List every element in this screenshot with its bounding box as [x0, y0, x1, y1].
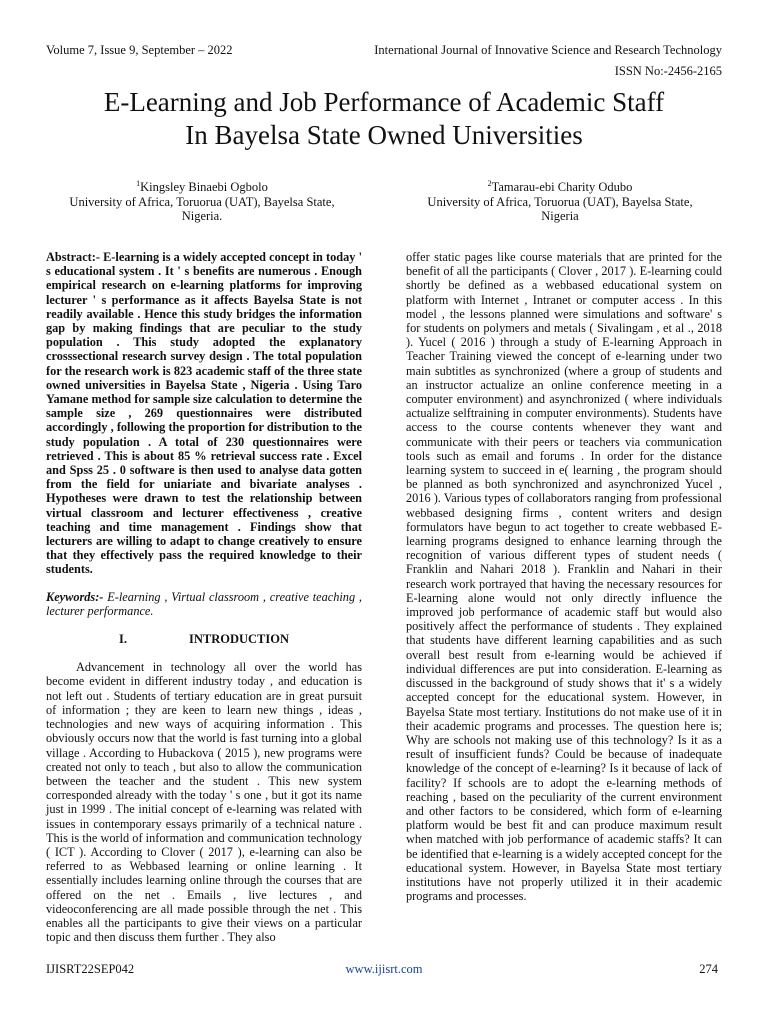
section-number: I. — [118, 632, 127, 647]
author-1-index: 1 — [136, 178, 141, 188]
author-2-index: 2 — [487, 178, 492, 188]
keywords — [46, 590, 362, 618]
section-heading — [46, 632, 362, 646]
volume-issue: Volume 7, Issue 9, September – 2022 — [46, 43, 233, 57]
issn: ISSN No:-2456-2165 — [614, 64, 722, 78]
abstract: Abstract:- E-learning is a widely accepted concept in today ' s educational system . It ' s benefits are numerous . Enough empirical research on e-learning platforms for improving lecturer ' s performance as it affects Bayelsa State is not readily available . Hence this study bridges the information gap by making findings that are peculiar to the study population . This study adopted the explanatory crosssectional research survey design . The total population for the research work is 823 academic staff of the three state owned universities in Bayelsa State , Nigeria . Using Taro Yamane method for sample size calculation to determine the sample size , 269 questionnaires were distributed accordingly , following the proportion for distribution to the study population . A total of 230 questionnaires were retrieved . This is about 85 % retrieval success rate . Excel and Spss 25 . 0 software is then used to analyse data gotten from the field for uniariate and bivariate analyses . Hypotheses were drawn to test the relationship between virtual classroom and lecturer effectiveness , creative teaching and time management . Findings show that lecturers are willing to adapt to change creatively to ensure that they effectively pass the required knowledge to their students. — [46, 250, 362, 577]
author-2 — [410, 180, 710, 224]
page-number: 274 — [699, 962, 718, 976]
keywords-text: E-learning , Virtual classroom , creative teaching , lecturer performance. — [46, 589, 362, 618]
left-column — [46, 250, 362, 944]
author-2-affiliation: University of Africa, Toruorua (UAT), Bayelsa State, — [427, 194, 693, 209]
article-code: IJISRT22SEP042 — [46, 962, 135, 976]
author-1-affiliation: University of Africa, Toruorua (UAT), Bayelsa State, — [69, 194, 335, 209]
intro-paragraph-right: offer static pages like course materials that are printed for the benefit of all the participants ( Clover , 2017 ). E-learning could shortly be defined as a webbased educational system on platform with Internet , Intranet or computer access . In this model , the lessons planned were simulations and software' s for students on polymers and metals ( Sivalingam , et al ., 2018 ). Yucel ( 2016 ) through a study of E-learning Approach in Teacher Training viewed the concept of e-learning under two main subtitles as synchronized (where a group of students and an instructor actualize an online conference meeting in a computer environment) and asynchronized ( where individuals actualize selftraining in computer environments). Students have access to the course contents whenever they want and communicate with their peers or teachers via communication tools such as email and forums . In order for the distance learning system to succeed in e( learning , the program should be planned as both synchronized and asynchronized Yucel , 2016 ). Various types of collaborators ranging from professional webbased designing firms , content writers and design formulators have begun to act together to create webbased E-learning programs designed to enhance learning through the recognition of various different types of student needs ( Franklin and Nahari 2018 ). Franklin and Nahari in their research work portrayed that having the necessary resources for E-learning alone would not only directly influence the improved job performance of academic staff but would also positively affect the performance of students . They explained that students have different learning capabilities and as such overall best result from e-learning would be achieved if individual differences are put into consideration. E-learning as discussed in the background of study shows that it' s a widely accepted concept for the educational system. However, in Bayelsa State most tertiary. Institutions do not make use of it in their academic programs and processes. The question here is; Why are schools not making use of this technology? Is it as a result of insufficient funds? Could be because of inadequate knowledge of the concept of e-learning? Is it because of lack of facility? If schools are to adopt the e-learning methods of reaching , based on the peculiarity of the current environment and other factors to be considered, which form of e-learning platform would be best fit and can produce maximum result when matched with job performance of academic staffs? It can be identified that e-learning is a widely accepted concept for the educational system. However, in Bayelsa State most tertiary institutions have not properly utilized it in their academic programs and processes. — [406, 250, 722, 904]
section-title: INTRODUCTION — [188, 632, 289, 647]
right-column — [406, 250, 722, 903]
paper-title-line-2: In Bayelsa State Owned Universities — [185, 120, 583, 150]
author-2-name: Tamarau-ebi Charity Odubo — [491, 180, 633, 194]
paper-title — [30, 86, 738, 152]
paper-title-line-1: E-Learning and Job Performance of Academic Staff — [103, 87, 665, 117]
author-1-name: Kingsley Binaebi Ogbolo — [140, 180, 268, 194]
keywords-label: Keywords:- — [46, 589, 104, 604]
author-2-country: Nigeria — [541, 209, 579, 223]
journal-name: International Journal of Innovative Science and Research Technology — [374, 43, 722, 57]
author-1 — [52, 180, 352, 224]
intro-paragraph-left: Advancement in technology all over the world has become evident in different industry today , and education is not left out . Students of tertiary education are in great pursuit of information ; they are keen to learn new things , ideas , technologies and new ways of acquiring information . This obviously occurs now that the world is fast turning into a global village . According to Hubackova ( 2015 ), new programs were created not only to teach , but also to allow the communication between the teacher and the student . This new system corresponded already with the today ' s one , but it got its name just in 1999 . The initial concept of e-learning was related with issues in contemporary essays primarily of a technical nature . This is the world of information and communication technology ( ICT ). According to Clover ( 2017 ), e-learning can also be referred to as Webbased learning or online learning . It essentially includes learning online through the courses that are offered on the net . Emails , live lectures , and videoconferencing are all made possible through the net . This enables all the participants to give their views on a particular topic and then discuss them further . They also — [46, 660, 362, 945]
author-1-country: Nigeria. — [181, 209, 223, 223]
journal-website-link[interactable]: www.ijisrt.com — [345, 962, 423, 976]
